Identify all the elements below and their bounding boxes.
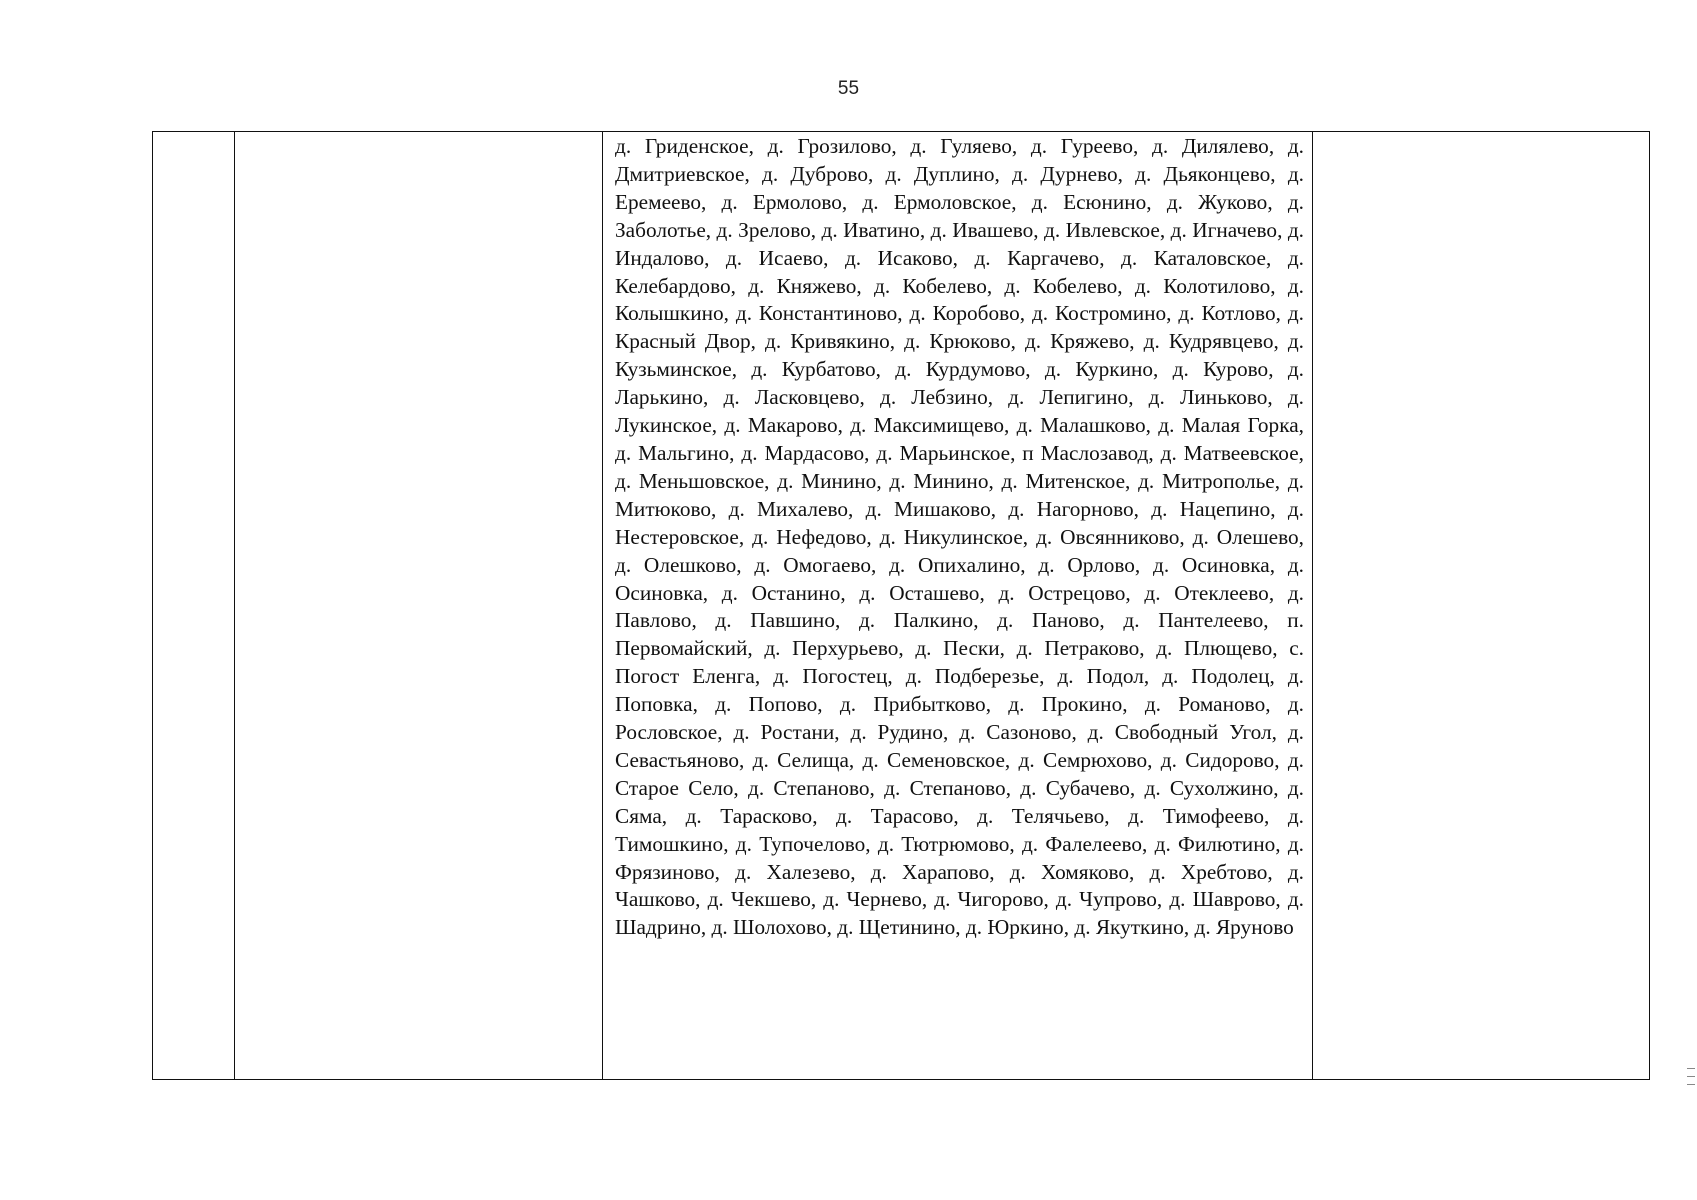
table-row <box>153 132 1650 1080</box>
settlements-list: д. Гриденское, д. Грозилово, д. Гуляево, д. Гуреево, д. Дилялево, д. Дмитриевское, д. Дуброво, д. Дуплино, д. Дурнево, д. Дьяконцево, д. Еремеево, д. Ермолово, д. Ермоловское, д. Есюнино, д. Жуково, д. Заболотье, д. Зрелово, д. Иватино, д. Ивашево, д. Ивлевское, д. Игначево, д. Индалово, д. Исаево, д. Исаково, д. Каргачево, д. Каталовское, д. Келебардово, д. Княжево, д. Кобелево, д. Кобелево, д. Колотилово, д. Колышкино, д. Константиново, д. Коробово, д. Костромино, д. Котлово, д. Красный Двор, д. Кривякино, д. Крюково, д. Кряжево, д. Кудрявцево, д. Кузьминское, д. Курбатово, д. Курдумово, д. Куркино, д. Курово, д. Ларькино, д. Ласковцево, д. Лебзино, д. Лепигино, д. Линьково, д. Лукинское, д. Макарово, д. Максимищево, д. Малашково, д. Малая Горка, д. Мальгино, д. Мардасово, д. Марьинское, п Маслозавод, д. Матвеевское, д. Меньшовское, д. Минино, д. Минино, д. Митенское, д. Митрополье, д. Митюково, д. Михалево, д. Мишаково, д. Нагорново, д. Нацепино, д. Нестеровское, д. Нефедово, д. Никулинское, д. Овсянниково, д. Олешево, д. Олешково, д. Омогаево, д. Опихалино, д. Орлово, д. Осиновка, д. Осиновка, д. Останино, д. Осташево, д. Острецово, д. Отеклеево, д. Павлово, д. Павшино, д. Палкино, д. Паново, д. Пантелеево, п. Первомайский, д. Перхурьево, д. Пески, д. Петраково, д. Плющево, с. Погост Еленга, д. Погостец, д. Подберезье, д. Подол, д. Подолец, д. Поповка, д. Попово, д. Прибытково, д. Прокино, д. Романово, д. Рословское, д. Ростани, д. Рудино, д. Сазоново, д. Свободный Угол, д. Севастьяново, д. Селища, д. Семеновское, д. Семрюхово, д. Сидорово, д. Старое Село, д. Степаново, д. Степаново, д. Субачево, д. Сухолжино, д. Сяма, д. Тарасково, д. Тарасово, д. Телячьево, д. Тимофеево, д. Тимошкино, д. Тупочелово, д. Тютрюмово, д. Фалелеево, д. Филютино, д. Фрязиново, д. Халезево, д. Харапово, д. Хомяково, д. Хребтово, д. Чашково, д. Чекшево, д. Чернево, д. Чигорово, д. Чупрово, д. Шаврово, д. Шадрино, д. Шолохово, д. Щетинино, д. Юркино, д. Якуткино, д. Яруново <box>615 134 1304 940</box>
settlements-table <box>152 131 1650 1080</box>
table-cell-name <box>235 132 603 1080</box>
table-cell-number <box>153 132 235 1080</box>
table-cell-notes <box>1313 132 1650 1080</box>
page-number: 55 <box>837 78 860 99</box>
table-cell-settlements <box>603 132 1313 1080</box>
scan-edge-mark <box>1687 1084 1695 1085</box>
scan-edge-mark <box>1687 1068 1695 1069</box>
scan-edge-mark <box>1687 1076 1695 1077</box>
